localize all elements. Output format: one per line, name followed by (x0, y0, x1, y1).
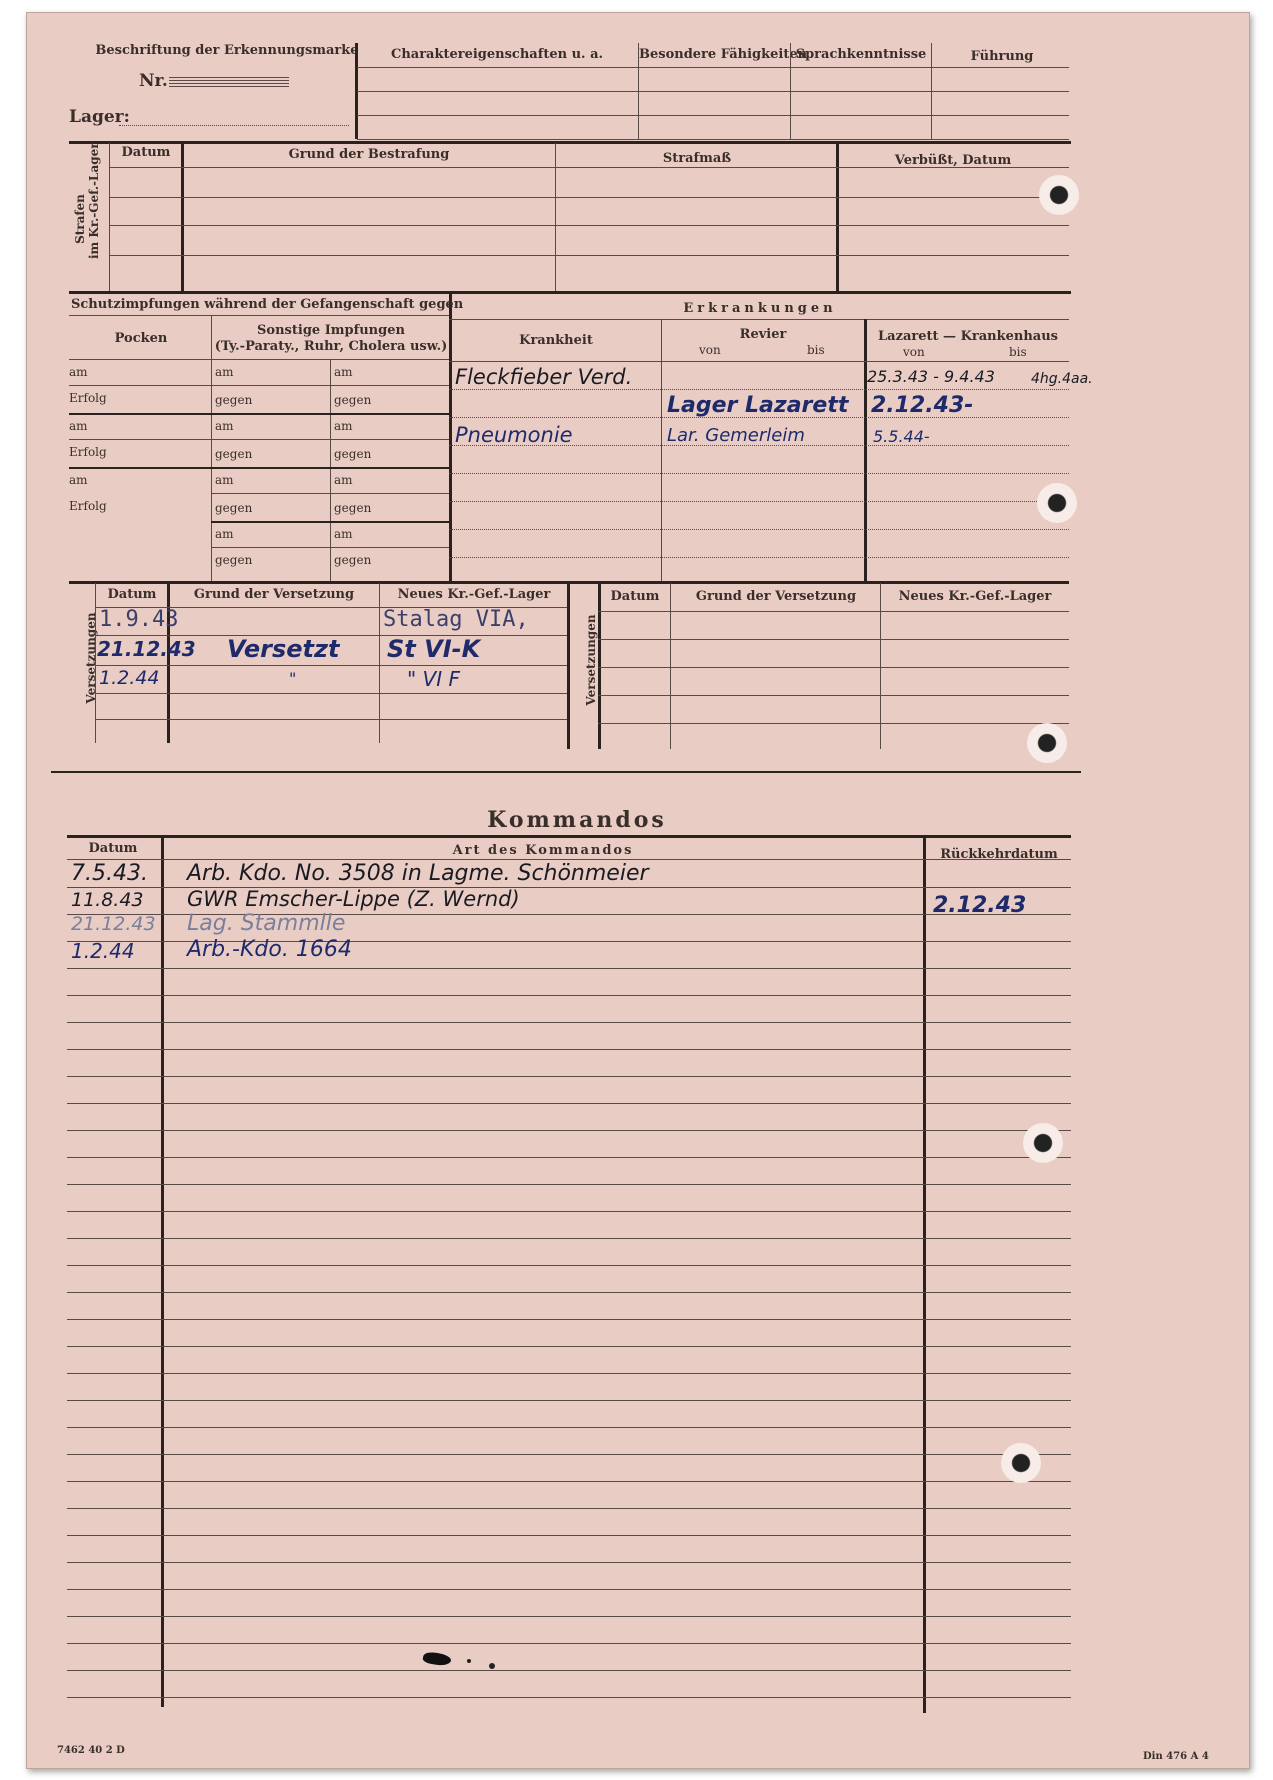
versetzungen-side-label-left: Versetzungen (84, 612, 98, 704)
erkrankungen-col-krankheit: Krankheit (519, 333, 593, 348)
impfungen-rule (69, 439, 449, 440)
versetzungen-rule (598, 583, 601, 749)
strafen-side-label (73, 142, 101, 259)
kommandos-ruled-line (67, 1400, 1071, 1401)
erkrankungen-rule (449, 557, 1069, 558)
kommandos-rule (923, 835, 926, 1713)
versetzungen-col-lager-right: Neues Kr.-Gef.-Lager (898, 589, 1052, 604)
impfungen-col-sonstige-sub: (Ty.-Paraty., Ruhr, Cholera usw.) (214, 339, 448, 354)
strafen-rule (109, 197, 1069, 198)
sonstige-gegen-2a: gegen (215, 447, 253, 461)
erkrankungen-title: Erkrankungen (683, 301, 837, 316)
versetzungen-rule (95, 693, 567, 694)
strafen-col-strafmass: Strafmaß (662, 151, 732, 166)
strafen-rule (109, 225, 1069, 226)
strafen-rule (109, 167, 1069, 168)
sonstige-am-1b: am (334, 365, 353, 379)
kommandos-ruled-line (67, 1265, 1071, 1266)
sonstige-am-4a: am (215, 527, 234, 541)
header-rule (357, 139, 1069, 140)
revier-3: Lar. Gemerleim (667, 425, 805, 446)
sonstige-am-2a: am (215, 419, 234, 433)
kommandos-col-art: Art des Kommandos (452, 843, 634, 858)
kommandos-ruled-line (67, 1319, 1071, 1320)
versetzungen-rule (598, 695, 1069, 696)
pocken-am-2: am (69, 419, 88, 433)
kommandos-rule (161, 835, 164, 1707)
impfungen-rule (69, 467, 449, 469)
versetzung-grund-3: " (289, 669, 297, 688)
kommandos-ruled-line (67, 1508, 1071, 1509)
versetzungen-col-datum-left: Datum (107, 587, 157, 602)
strafen-rule (109, 255, 1069, 256)
versetzung-lager-2: St VI-K (387, 635, 481, 663)
kommandos-ruled-line (67, 1643, 1071, 1644)
kommandos-ruled-line (67, 968, 1071, 969)
lazarett-bis: bis (1009, 345, 1027, 359)
impfungen-rule (69, 315, 449, 316)
kommandos-ruled-line (67, 1049, 1071, 1050)
strafen-side-label-2: im Kr.-Gef.-Lager (87, 142, 101, 259)
sonstige-am-1a: am (215, 365, 234, 379)
lazarett-3: 5.5.44- (873, 427, 930, 446)
kommandos-ruled-line (67, 1022, 1071, 1023)
col-sprache: Sprachkenntnisse (795, 47, 927, 62)
col-faehigkeiten: Besondere Fähigkeiten (639, 47, 808, 62)
kommandos-col-rueckkehr: Rückkehrdatum (940, 847, 1058, 862)
pow-record-card-back (26, 12, 1250, 1769)
section-rule-kommandos (51, 771, 1081, 773)
nr-label: Nr. (139, 71, 168, 91)
strafen-col-verbuesst: Verbüßt, Datum (894, 153, 1012, 168)
kommandos-col-datum: Datum (88, 841, 138, 856)
versetzung-datum-1: 1.9.43 (99, 607, 179, 632)
sonstige-gegen-3b: gegen (334, 501, 372, 515)
kommandos-ruled-line (67, 1616, 1071, 1617)
versetzungen-rule (670, 583, 671, 749)
revier-2: Lager Lazarett (667, 393, 849, 418)
kommandos-ruled-line (67, 1562, 1071, 1563)
impfungen-rule (211, 315, 212, 581)
versetzungen-rule (567, 583, 570, 749)
erkrankungen-rule (449, 319, 1069, 320)
erkrankungen-col-lazarett: Lazarett — Krankenhaus (878, 329, 1058, 344)
sonstige-gegen-4a: gegen (215, 553, 253, 567)
versetzungen-rule (95, 665, 567, 666)
kommandos-ruled-line (67, 995, 1071, 996)
revier-von: von (699, 343, 721, 357)
lager-dotted-line (119, 125, 349, 126)
kommandos-ruled-line (67, 1481, 1071, 1482)
strafen-rule (555, 143, 556, 291)
erkennungsmarke-title: Beschriftung der Erkennungsmarke (95, 43, 359, 58)
header-rule (357, 115, 1069, 116)
impfungen-col-sonstige: Sonstige Impfungen (257, 323, 405, 338)
kommando-art-3: Lag. Stammlle (187, 911, 346, 936)
kommando-rueckkehr-2: 2.12.43 (933, 893, 1027, 918)
pocken-am-3: am (69, 473, 88, 487)
impfungen-rule (69, 385, 449, 386)
versetzungen-col-lager-left: Neues Kr.-Gef.-Lager (397, 587, 551, 602)
versetzungen-col-grund-left: Grund der Versetzung (193, 587, 355, 602)
erkrankungen-rule (661, 319, 662, 581)
sonstige-am-4b: am (334, 527, 353, 541)
punch-hole (1037, 483, 1077, 523)
ink-dot (467, 1659, 471, 1663)
sonstige-gegen-1b: gegen (334, 393, 372, 407)
kommando-art-1: Arb. Kdo. No. 3508 in Lagme. Schönmeier (187, 861, 649, 886)
col-charakter: Charaktereigenschaften u. a. (390, 47, 604, 62)
versetzungen-col-grund-right: Grund der Versetzung (695, 589, 857, 604)
kommando-datum-3: 21.12.43 (71, 913, 156, 935)
versetzungen-rule (598, 723, 1069, 724)
pocken-am-1: am (69, 365, 88, 379)
lazarett-1: 25.3.43 - 9.4.43 (867, 367, 995, 386)
versetzung-datum-3: 1.2.44 (99, 667, 160, 689)
punch-hole (1027, 723, 1067, 763)
ink-blot (422, 1650, 452, 1668)
lazarett-von: von (903, 345, 925, 359)
krankheit-3: Pneumonie (455, 423, 573, 447)
lazarett-note-1: 4hg.4aa. (1031, 371, 1093, 387)
versetzung-datum-2: 21.12.43 (97, 637, 196, 661)
kommando-datum-1: 7.5.43. (71, 861, 148, 886)
pocken-erfolg-3: Erfolg (69, 499, 107, 513)
kommandos-ruled-line (67, 1697, 1071, 1698)
kommandos-ruled-line (67, 1427, 1071, 1428)
sonstige-gegen-2b: gegen (334, 447, 372, 461)
versetzungen-rule (598, 639, 1069, 640)
nr-redacted-lines (169, 77, 289, 89)
kommandos-ruled-line (67, 1103, 1071, 1104)
revier-bis: bis (807, 343, 825, 357)
ink-dot (489, 1663, 495, 1669)
strafen-col-datum: Datum (121, 145, 171, 160)
erkrankungen-rule (449, 501, 1069, 502)
sonstige-gegen-4b: gegen (334, 553, 372, 567)
punch-hole (1039, 175, 1079, 215)
versetzungen-col-datum-right: Datum (610, 589, 660, 604)
kommandos-ruled-line (67, 1076, 1071, 1077)
strafen-rule (181, 143, 184, 291)
kommandos-ruled-line (67, 1589, 1071, 1590)
strafen-rule (109, 143, 110, 291)
kommandos-rule (67, 835, 1071, 838)
sonstige-am-3b: am (334, 473, 353, 487)
kommandos-ruled-line (67, 1157, 1071, 1158)
kommando-art-4: Arb.-Kdo. 1664 (187, 937, 352, 962)
kommandos-ruled-line (67, 1184, 1071, 1185)
punch-hole (1023, 1123, 1063, 1163)
impfungen-rule (211, 521, 449, 523)
kommandos-title: Kommandos (487, 807, 667, 833)
impfungen-rule (69, 413, 449, 415)
impfungen-rule (211, 547, 449, 548)
col-fuehrung: Führung (970, 49, 1034, 64)
kommandos-ruled-line (67, 1670, 1071, 1671)
impfungen-rule (211, 493, 449, 494)
kommando-datum-4: 1.2.44 (71, 939, 135, 963)
kommandos-ruled-line (67, 1211, 1071, 1212)
strafen-side-label-1: Strafen (73, 194, 87, 244)
section-rule-impfungen (69, 291, 1071, 294)
kommandos-ruled-line (67, 1454, 1071, 1455)
versetzungen-rule (598, 667, 1069, 668)
versetzungen-rule (598, 611, 1069, 612)
kommandos-ruled-line (67, 1238, 1071, 1239)
punch-hole (1001, 1443, 1041, 1483)
kommandos-rule (67, 859, 1071, 860)
erkrankungen-rule (449, 361, 1069, 362)
versetzungen-side-label-right: Versetzungen (584, 614, 598, 706)
kommandos-ruled-line (67, 1292, 1071, 1293)
versetzungen-rule (880, 583, 881, 749)
erkrankungen-rule (864, 319, 867, 581)
sonstige-gegen-1a: gegen (215, 393, 253, 407)
krankheit-1: Fleckfieber Verd. (455, 365, 633, 389)
versetzungen-rule (95, 719, 567, 720)
versetzung-lager-3: " VI F (407, 667, 460, 691)
erkrankungen-rule (449, 529, 1069, 530)
sonstige-am-3a: am (215, 473, 234, 487)
erkrankungen-rule (449, 473, 1069, 474)
kommando-art-2: GWR Emscher-Lippe (Z. Wernd) (187, 887, 520, 911)
versetzung-lager-1: Stalag VIA, (383, 607, 529, 632)
kommandos-ruled-line (67, 1130, 1071, 1131)
erkrankungen-rule (449, 389, 1069, 390)
lazarett-2: 2.12.43- (871, 393, 974, 418)
header-rule (357, 67, 1069, 68)
impfungen-col-pocken: Pocken (114, 331, 168, 346)
footer-right: Din 476 A 4 (1143, 1751, 1209, 1762)
section-rule-strafen (69, 141, 1071, 144)
impfungen-rule (69, 359, 449, 360)
lager-label: Lager: (69, 107, 130, 127)
header-rule (357, 91, 1069, 92)
kommandos-ruled-line (67, 1346, 1071, 1347)
impfungen-title: Schutzimpfungen während der Gefangenschaft gegen (71, 297, 464, 312)
kommandos-ruled-line (67, 1373, 1071, 1374)
sonstige-gegen-3a: gegen (215, 501, 253, 515)
sonstige-am-2b: am (334, 419, 353, 433)
pocken-erfolg-2: Erfolg (69, 445, 107, 459)
footer-left: 7462 40 2 D (57, 1745, 125, 1756)
erkrankungen-col-revier: Revier (739, 327, 787, 342)
kommando-datum-2: 11.8.43 (71, 889, 144, 911)
versetzung-grund-2: Versetzt (227, 635, 340, 663)
kommandos-ruled-line (67, 1535, 1071, 1536)
strafen-col-grund: Grund der Bestrafung (288, 147, 450, 162)
pocken-erfolg-1: Erfolg (69, 391, 107, 405)
